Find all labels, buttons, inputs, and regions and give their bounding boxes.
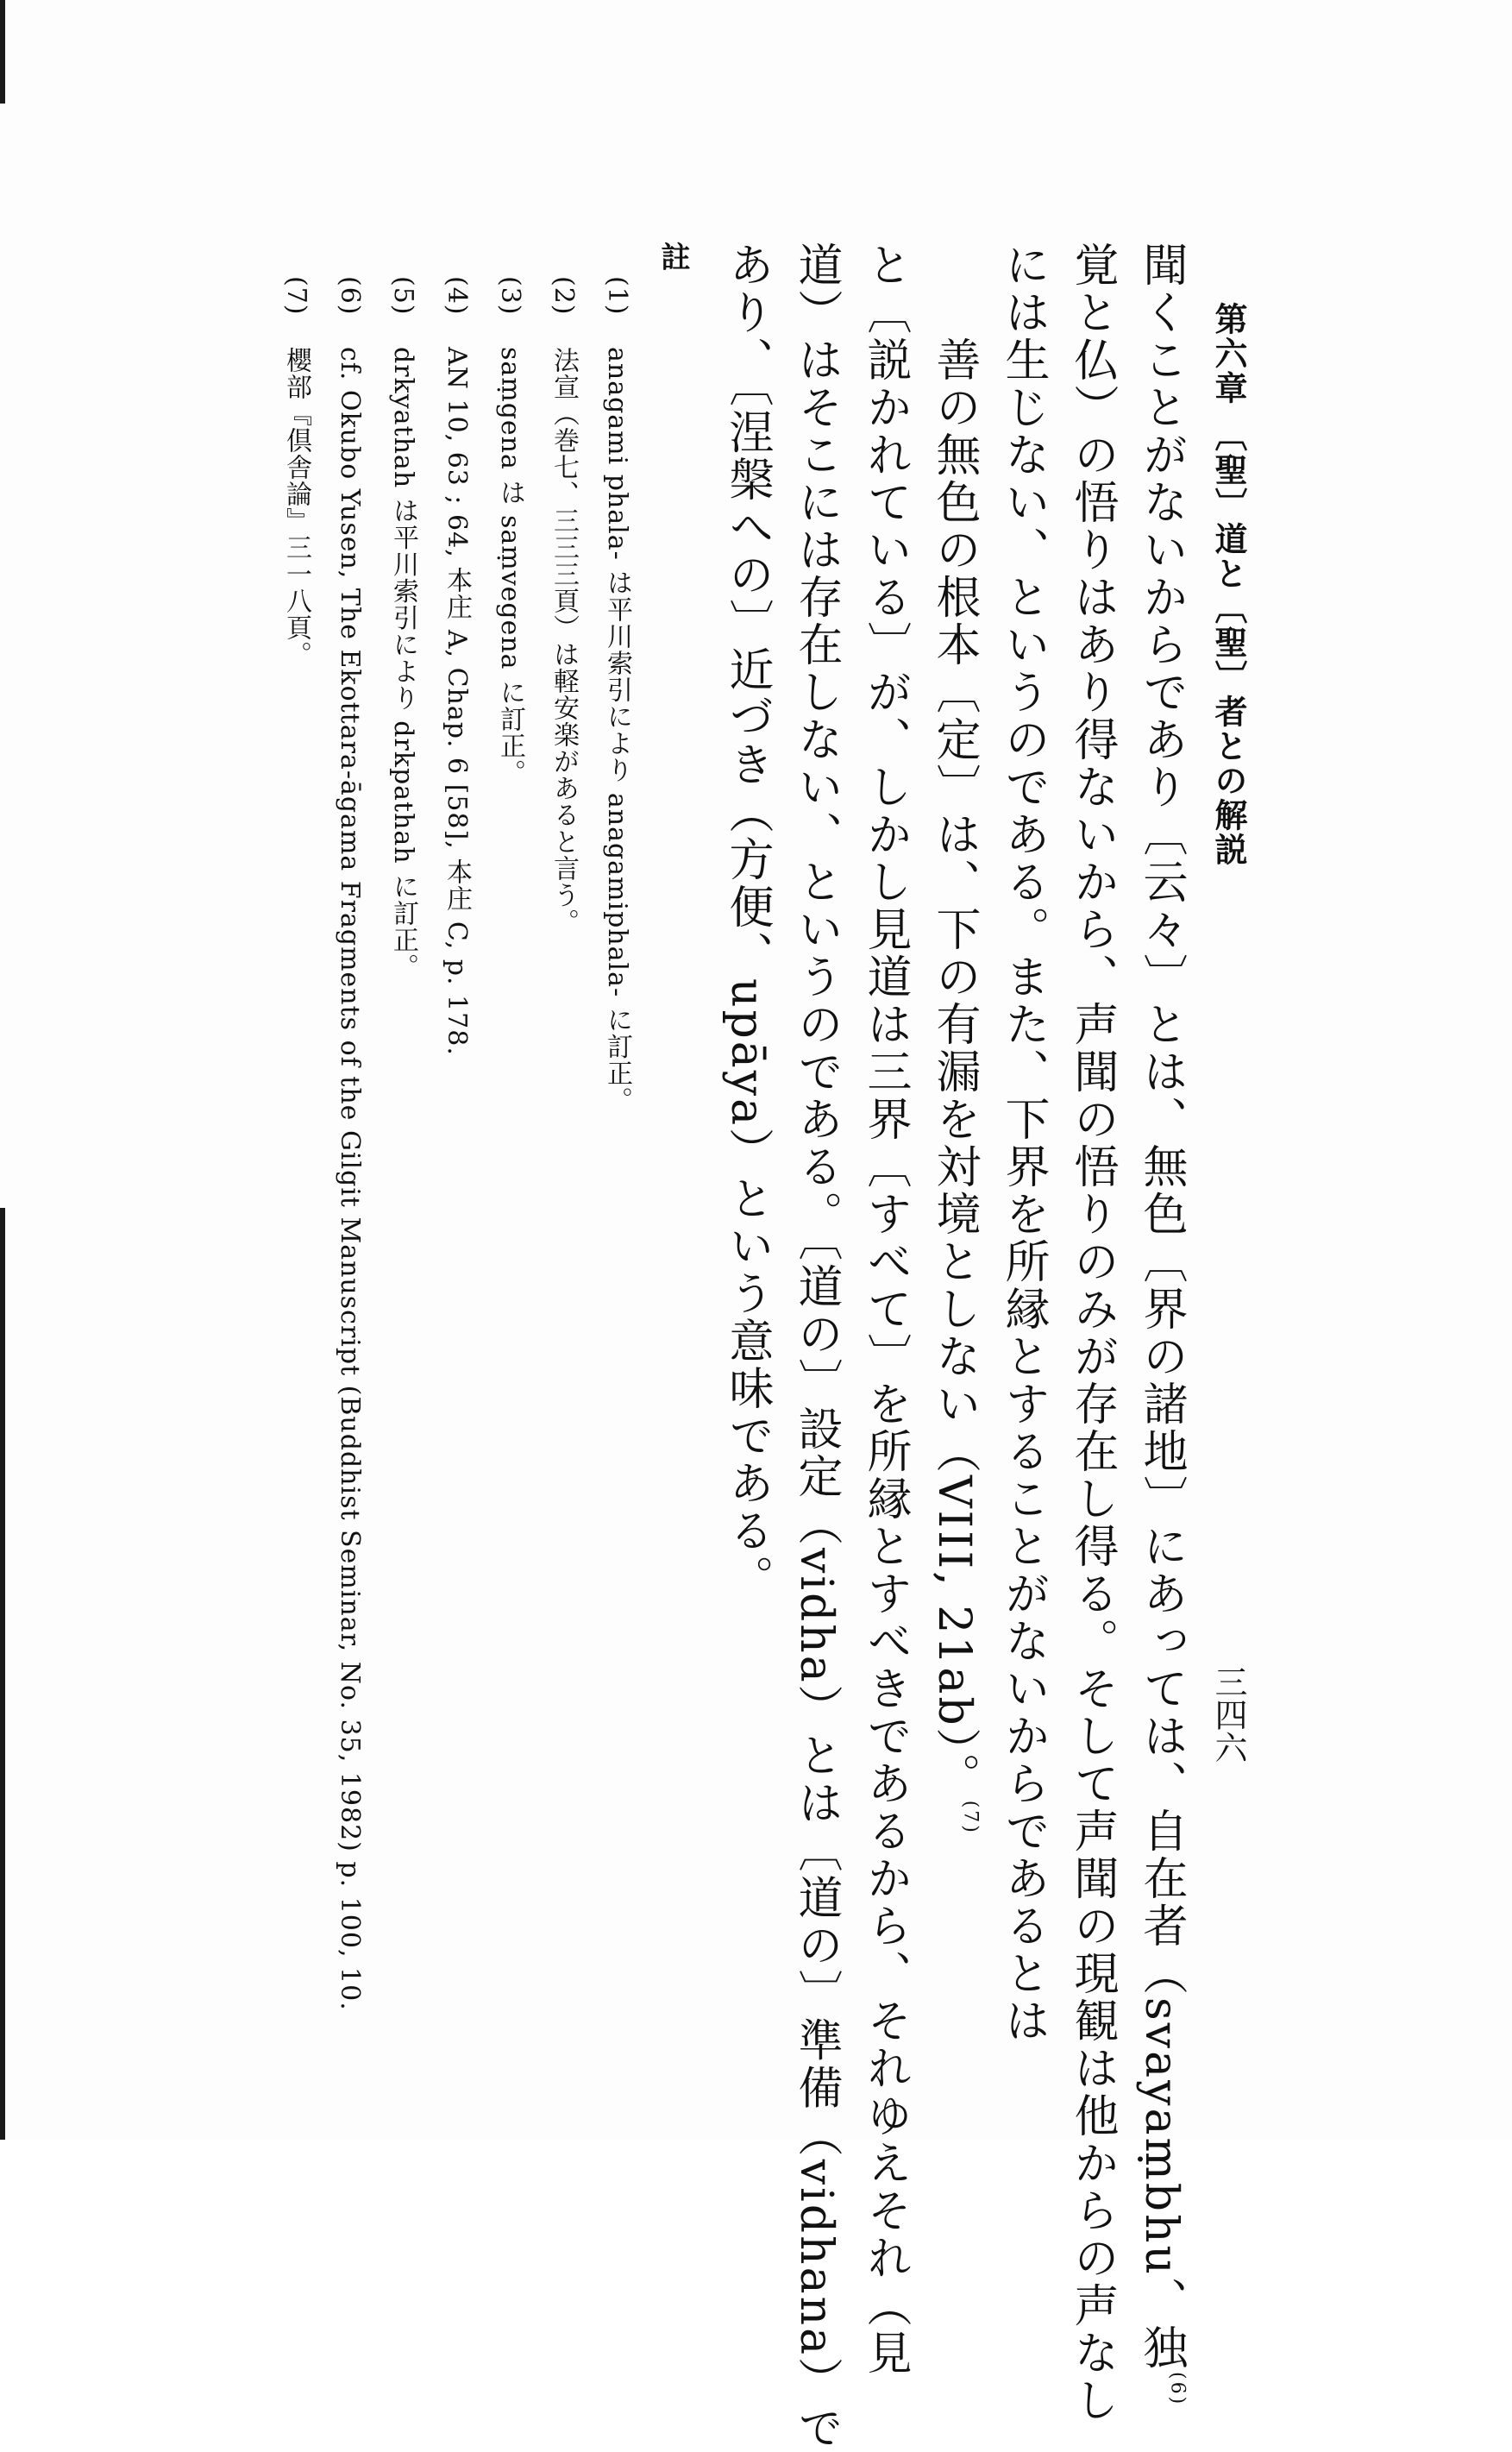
note-item xyxy=(335,276,365,2011)
note-text: saṃgena は saṃvegena に訂正。 xyxy=(495,346,525,786)
note-number: (5) xyxy=(388,276,418,316)
body-line-4-quote: 善の無色の根本〔定〕は、下の有漏を対境としない（VIII, 21ab）。$^{(7)}$ xyxy=(928,336,982,1835)
note-number: (2) xyxy=(549,276,579,316)
note-number: (6) xyxy=(335,276,365,316)
body-line-6: 道）はそこには存在しない、というのである。〔道の〕設定（vidha）とは〔道の〕準備（vidhana）で xyxy=(790,242,842,2452)
note-item xyxy=(442,276,472,1056)
note-text: AN 10, 63 ; 64, 本庄 A, Chap. 6 [58], 本庄 C, p. 178. xyxy=(442,346,472,1056)
note-item xyxy=(390,276,416,980)
note-text: 櫻部『倶舎論』三一八頁。 xyxy=(281,346,311,668)
scan-edge-mark xyxy=(0,0,5,104)
body-line-3: には生じない、というのである。また、下界を所縁とすることがないからであるとは xyxy=(997,242,1049,2045)
footnote-mark-7: (7) xyxy=(959,1800,982,1835)
note-number: (1) xyxy=(602,276,632,316)
note-number: (4) xyxy=(442,276,472,316)
note-text: cf. Okubo Yusen, The Ekottara-āgama Fragments of the Gilgit Manuscript (Buddhist Seminar, No. 35, 1982) p. 100, 10. xyxy=(335,346,365,2011)
note-item xyxy=(283,276,309,668)
body-line-1: 聞くことがないからであり〔云々〕とは、無色〔界の諸地〕にあっては、自在者（svayaṃbhu、独$^{(6)}$ xyxy=(1135,242,1189,2407)
note-text: 法宣（巻七、三三三頁）は軽安楽があると言う。 xyxy=(549,346,579,935)
page-number: 三四六 xyxy=(1209,1665,1247,1764)
body-line-7: あり、〔涅槃への〕近づき（方便、upāya）という意味である。 xyxy=(721,242,773,1603)
footnote-mark-6: (6) xyxy=(1166,2372,1189,2407)
note-item xyxy=(549,276,579,935)
note-number: (7) xyxy=(281,276,311,316)
note-item xyxy=(497,276,523,786)
notes-heading: 註 xyxy=(656,242,690,271)
note-number: (3) xyxy=(495,276,525,316)
body-line-5: と〔説かれている〕が、しかし見道は三界〔すべて〕を所縁とすべきであるから、それゆえそれ（見 xyxy=(859,242,911,2377)
scan-edge-mark xyxy=(0,1208,5,2140)
running-header: 第六章 〔聖〕道と〔聖〕者との解説 xyxy=(1209,302,1248,868)
body-line-2: 覚と仏）の悟りはあり得ないから、声聞の悟りのみが存在し得る。そして声聞の現観は他からの声なし xyxy=(1066,242,1118,2424)
note-text: anagami phala- は平川索引により anagamiphala- に訂正。 xyxy=(602,346,632,1114)
note-text: drkyathah は平川索引により drkpathah に訂正。 xyxy=(388,346,418,980)
note-item xyxy=(604,276,630,1113)
